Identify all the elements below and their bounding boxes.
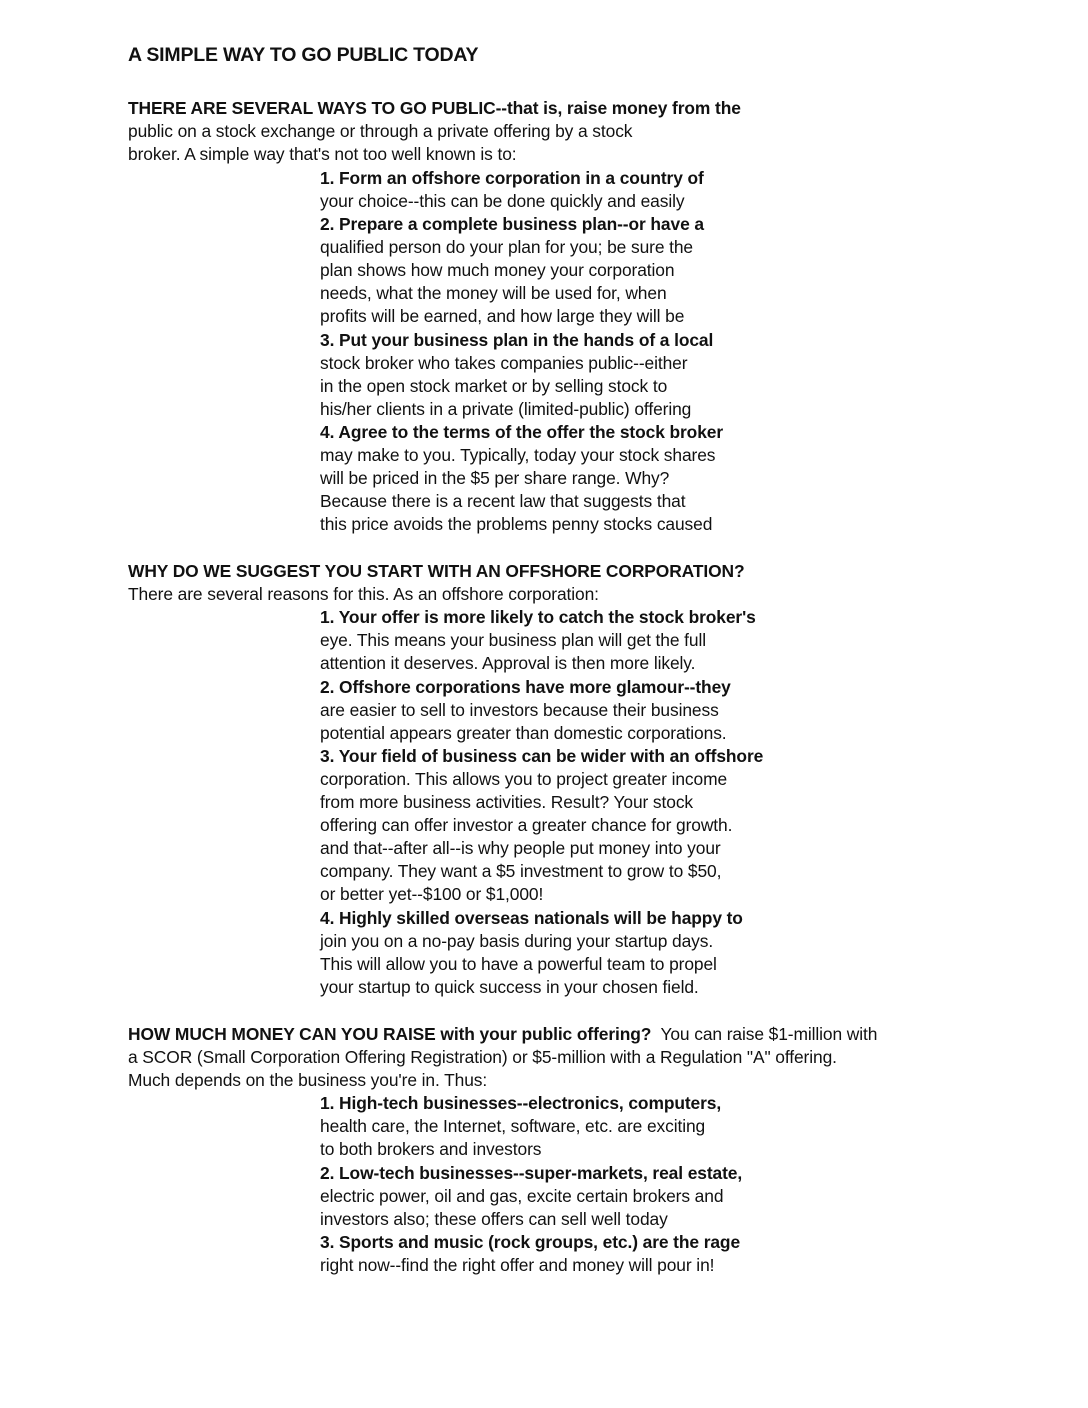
section-2-item-4-text: your startup to quick success in your chosen field. <box>320 977 699 997</box>
section-1-item-4-heading: 4. Agree to the terms of the offer the stock broker <box>320 422 724 442</box>
section-2-item-2-text: potential appears greater than domestic corporations. <box>320 723 727 743</box>
section-2-item-1-text: attention it deserves. Approval is then more likely. <box>320 653 696 673</box>
section-1-heading-tail: --that is, raise money from the <box>495 98 741 118</box>
section-1-item-1-text: your choice--this can be done quickly and easily <box>320 191 685 211</box>
section-2-item-1-text: eye. This means your business plan will get the full <box>320 630 706 650</box>
section-1-item-3-text: stock broker who takes companies public--either <box>320 353 688 373</box>
section-1-intro: public on a stock exchange or through a private offering by a stock <box>128 121 633 141</box>
section-1-item-2-text: qualified person do your plan for you; be sure the <box>320 237 694 257</box>
section-3-item-2-heading: 2. Low-tech businesses--super-markets, real estate, <box>320 1163 743 1183</box>
section-2-heading: WHY DO WE SUGGEST YOU START WITH AN OFFSHORE CORPORATION? <box>128 561 745 581</box>
section-2-intro: There are several reasons for this. As an offshore corporation: <box>128 584 599 604</box>
document-title: A SIMPLE WAY TO GO PUBLIC TODAY <box>128 44 479 66</box>
section-3-item-1-heading: 1. High-tech businesses--electronics, computers, <box>320 1093 722 1113</box>
section-1-item-2-text: profits will be earned, and how large they will be <box>320 306 685 326</box>
section-2-item-4-heading: 4. Highly skilled overseas nationals will be happy to <box>320 908 743 928</box>
section-1-item-3-text: in the open stock market or by selling stock to <box>320 376 668 396</box>
section-3-item-2-text: electric power, oil and gas, excite certain brokers and <box>320 1186 724 1206</box>
section-3-intro: a SCOR (Small Corporation Offering Registration) or $5-million with a Regulation "A" offering. <box>128 1047 837 1067</box>
section-3-heading-line <box>128 1023 877 1046</box>
section-2-item-3-text: company. They want a $5 investment to grow to $50, <box>320 861 722 881</box>
section-3-item-2-text: investors also; these offers can sell well today <box>320 1209 668 1229</box>
section-3-intro: Much depends on the business you're in. Thus: <box>128 1070 488 1090</box>
section-1-item-3-heading: 3. Put your business plan in the hands of a local <box>320 330 714 350</box>
section-2-item-1-heading: 1. Your offer is more likely to catch the stock broker's <box>320 607 756 627</box>
section-2-item-3-text: offering can offer investor a greater chance for growth. <box>320 815 733 835</box>
section-3-heading: HOW MUCH MONEY CAN YOU RAISE with your public offering? <box>128 1024 652 1044</box>
section-2-item-4-text: join you on a no-pay basis during your startup days. <box>320 931 714 951</box>
section-2-item-2-text: are easier to sell to investors because their business <box>320 700 719 720</box>
section-1-heading-line <box>128 97 741 120</box>
section-2-item-3-text: and that--after all--is why people put money into your <box>320 838 721 858</box>
section-1-intro: broker. A simple way that's not too well known is to: <box>128 144 517 164</box>
section-1-item-2-text: needs, what the money will be used for, when <box>320 283 667 303</box>
section-3-heading-tail: You can raise $1-million with <box>651 1024 878 1044</box>
section-1-item-3-text: his/her clients in a private (limited-public) offering <box>320 399 692 419</box>
section-1-item-4-text: Because there is a recent law that suggests that <box>320 491 686 511</box>
section-1-item-2-heading: 2. Prepare a complete business plan--or have a <box>320 214 704 234</box>
section-2-item-3-heading: 3. Your field of business can be wider with an offshore <box>320 746 764 766</box>
section-2-item-4-text: This will allow you to have a powerful team to propel <box>320 954 717 974</box>
section-1-heading: THERE ARE SEVERAL WAYS TO GO PUBLIC <box>128 98 496 118</box>
section-2-item-2-heading: 2. Offshore corporations have more glamour--they <box>320 677 731 697</box>
section-1-item-4-text: this price avoids the problems penny stocks caused <box>320 514 713 534</box>
section-1-item-4-text: will be priced in the $5 per share range. Why? <box>320 468 670 488</box>
section-3-item-1-text: to both brokers and investors <box>320 1139 542 1159</box>
section-2-item-3-text: or better yet--$100 or $1,000! <box>320 884 544 904</box>
section-3-item-3-heading: 3. Sports and music (rock groups, etc.) are the rage <box>320 1232 741 1252</box>
section-1-item-1-heading: 1. Form an offshore corporation in a country of <box>320 168 704 188</box>
section-1-item-4-text: may make to you. Typically, today your stock shares <box>320 445 716 465</box>
section-1-item-2-text: plan shows how much money your corporation <box>320 260 675 280</box>
section-2-item-3-text: from more business activities. Result? Your stock <box>320 792 694 812</box>
section-2-item-3-text: corporation. This allows you to project greater income <box>320 769 728 789</box>
section-3-item-1-text: health care, the Internet, software, etc. are exciting <box>320 1116 706 1136</box>
section-3-item-3-text: right now--find the right offer and money will pour in! <box>320 1255 715 1275</box>
